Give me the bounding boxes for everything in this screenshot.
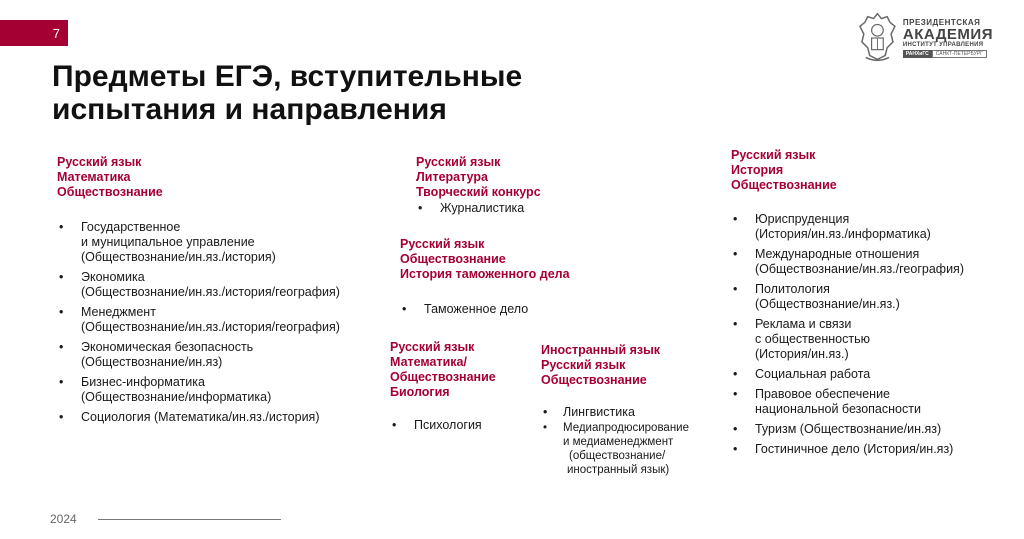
required-subjects: [400, 237, 620, 282]
program-name: • Государственное: [81, 220, 181, 234]
program-exams: (Обществознание/информатика): [81, 390, 272, 404]
subject: Литература: [416, 170, 488, 184]
program-exams: (обществознание/: [569, 450, 666, 462]
program-list: [731, 212, 1021, 457]
program-exams: (Обществознание/ин.яз./история/география): [81, 320, 340, 334]
program-exams: (Обществознание/ин.яз.): [755, 297, 900, 311]
subject: Математика: [57, 170, 131, 184]
program-list: [400, 302, 620, 317]
logo-line-3: ИНСТИТУТ УПРАВЛЕНИЯ: [902, 42, 984, 48]
program-name: • Юриспруденция: [755, 212, 850, 226]
program-item: [416, 201, 616, 216]
program-name-cont: национальной безопасности: [755, 402, 921, 416]
program-item: [57, 410, 377, 425]
program-item: [57, 305, 377, 335]
program-item: [731, 387, 1021, 417]
program-exams: (Обществознание/ин.яз./история/география): [81, 285, 340, 299]
required-subjects: [731, 148, 1021, 193]
program-name: • Психология: [414, 418, 482, 432]
coat-of-arms-icon: [858, 10, 897, 66]
program-list: [541, 405, 721, 477]
program-item: [731, 442, 1021, 457]
program-name: • Экономика: [81, 270, 145, 284]
program-list: [57, 220, 377, 425]
logo-badge-left: РАНХиГС: [903, 50, 932, 58]
program-item: [731, 282, 1021, 312]
program-item: [57, 270, 377, 300]
title-line-1: Предметы ЕГЭ, вступительные: [52, 60, 523, 93]
program-name: • Экономическая безопасность: [81, 340, 254, 354]
program-name: • Социальная работа: [755, 367, 871, 381]
program-exams: (Обществознание/ин.яз./история): [81, 250, 276, 264]
program-item: [541, 405, 721, 420]
program-name: • Правовое обеспечение: [755, 387, 890, 401]
subject: История таможенного дела: [400, 267, 570, 281]
program-item: [390, 418, 530, 433]
required-subjects: [541, 343, 721, 388]
title-line-2: испытания и направления: [52, 93, 447, 126]
program-exams: (Обществознание/ин.яз./география): [755, 262, 964, 276]
subject: Биология: [390, 385, 450, 399]
group-linguistics: [541, 343, 721, 478]
logo-badge: [903, 50, 993, 58]
subject: Обществознание: [731, 178, 837, 192]
group-economics-management: [57, 155, 377, 430]
page-number: 7: [52, 25, 60, 41]
program-item: [731, 212, 1021, 242]
program-name: • Лингвистика: [563, 405, 635, 419]
program-item: [731, 422, 1021, 437]
required-subjects: [416, 155, 616, 200]
group-law-politics: [731, 148, 1021, 462]
logo-badge-right: САНКТ-ПЕТЕРБУРГ: [932, 50, 987, 58]
program-name: • Таможенное дело: [424, 302, 529, 316]
program-exams: (История/ин.яз./информатика): [755, 227, 931, 241]
program-name: • Реклама и связи: [755, 317, 852, 331]
program-name: • Международные отношения: [755, 247, 920, 261]
footer-divider: [98, 519, 281, 520]
program-name: • Менеджмент: [81, 305, 156, 319]
group-psychology: [390, 340, 530, 438]
subject: Русский язык: [416, 155, 501, 169]
page-number-tab: [0, 20, 68, 46]
group-journalism: [416, 155, 616, 217]
logo-line-2: АКАДЕМИЯ: [902, 26, 993, 43]
program-list: [390, 418, 530, 433]
program-item: [541, 421, 721, 477]
program-item: [731, 247, 1021, 277]
group-customs: [400, 237, 620, 322]
subject: Творческий конкурс: [416, 185, 541, 199]
program-item: [57, 220, 377, 265]
required-subjects: [57, 155, 377, 200]
subject: Русский язык: [400, 237, 485, 251]
academy-logo: [858, 8, 993, 68]
program-exams: (Обществознание/ин.яз): [81, 355, 223, 369]
subject: Обществознание: [390, 370, 496, 384]
program-item: [57, 375, 377, 405]
program-item: [731, 367, 1021, 382]
subject: Русский язык: [390, 340, 475, 354]
subject: История: [731, 163, 784, 177]
subject: Русский язык: [541, 358, 626, 372]
subject: Обществознание: [541, 373, 647, 387]
program-item: [57, 340, 377, 370]
program-item: [400, 302, 620, 317]
subject: Обществознание: [57, 185, 163, 199]
program-name-cont: и медиаменеджмент: [563, 436, 674, 448]
subject: Русский язык: [57, 155, 142, 169]
program-name: • Гостиничное дело (История/ин.яз): [755, 442, 954, 456]
program-exams: (История/ин.яз.): [755, 347, 849, 361]
program-item: [731, 317, 1021, 362]
subject: Русский язык: [731, 148, 816, 162]
program-name: • Политология: [755, 282, 830, 296]
program-name: • Медиапродюсирование: [563, 422, 689, 434]
footer-year: 2024: [50, 512, 77, 526]
subject: Математика/: [390, 355, 467, 369]
program-exams-cont: иностранный язык): [567, 464, 670, 476]
required-subjects: [390, 340, 530, 400]
logo-line-1: ПРЕЗИДЕНТСКАЯ: [902, 18, 981, 27]
subject: Иностранный язык: [541, 343, 661, 357]
program-name-cont: и муниципальное управление: [81, 235, 255, 249]
subject: Обществознание: [400, 252, 506, 266]
program-name: • Социология (Математика/ин.яз./история): [81, 410, 320, 424]
program-list: [416, 201, 616, 216]
program-name-cont: с общественностью: [755, 332, 870, 346]
program-name: • Журналистика: [440, 201, 525, 215]
program-name: • Туризм (Обществознание/ин.яз): [755, 422, 942, 436]
slide-title: [52, 60, 612, 126]
program-name: • Бизнес-информатика: [81, 375, 205, 389]
